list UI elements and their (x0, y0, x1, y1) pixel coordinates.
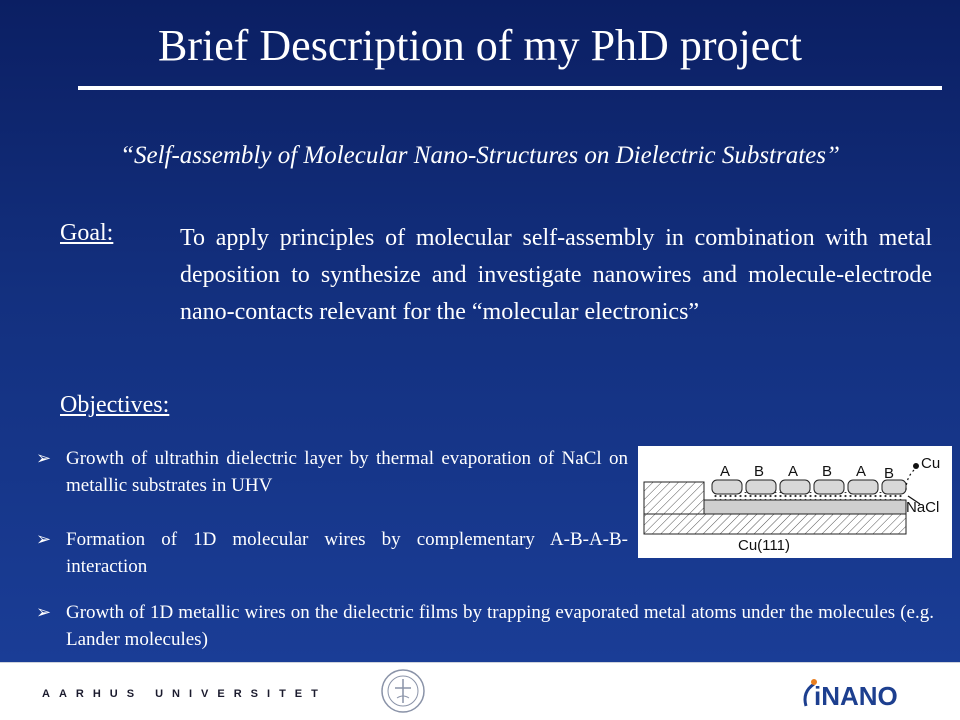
step-block (644, 482, 704, 514)
bullet-arrow-icon: ➢ (36, 602, 52, 622)
title-underline (78, 86, 942, 90)
cu-atom (913, 463, 919, 469)
project-subtitle: “Self-assembly of Molecular Nano-Structures on Dielectric Substrates” (120, 142, 840, 169)
substrate-layer (644, 514, 906, 534)
bullet-arrow-icon: ➢ (36, 448, 52, 468)
molecule-label: B (822, 463, 833, 480)
slide-title: Brief Description of my PhD project (158, 21, 802, 70)
molecule-label: B (884, 465, 895, 482)
university-seal-icon (380, 668, 426, 714)
nacl-label: NaCl (906, 499, 940, 516)
footer-divider (0, 662, 960, 663)
inano-logo (800, 676, 930, 710)
molecular-wire-diagram (638, 446, 952, 558)
objective-text: Growth of ultrathin dielectric layer by thermal evaporation of NaCl on metallic substrates in UHV (66, 448, 628, 496)
molecule-label: A (856, 463, 867, 480)
objective-item (36, 599, 934, 653)
atom-trail (906, 470, 914, 490)
molecule-row (712, 480, 906, 494)
objective-text: Growth of 1D metallic wires on the dielectric films by trapping evaporated metal atoms under the molecules (e.g. Lander molecules) (66, 602, 934, 650)
nacl-layer (704, 500, 906, 514)
goal-label: Goal: (60, 220, 114, 246)
objective-text: Formation of 1D molecular wires by complementary A-B-A-B- interaction (66, 529, 628, 577)
inano-logo-text: iNANO (814, 681, 898, 710)
molecule-label: A (788, 463, 799, 480)
bullet-arrow-icon: ➢ (36, 529, 52, 549)
goal-text: To apply principles of molecular self-assembly in combination with metal deposition to synthesize and investigate nanowires and molecule-electrode nano-contacts relevant for the “molecular electronics” (180, 225, 932, 325)
cu-label: Cu (921, 455, 941, 472)
university-name: AARHUS UNIVERSITET (42, 688, 327, 700)
substrate-label: Cu(111) (738, 537, 790, 554)
molecule-label: B (754, 463, 765, 480)
objective-item (36, 445, 628, 499)
objectives-label: Objectives: (60, 392, 170, 418)
objective-item (36, 526, 628, 580)
diagram-svg (638, 446, 952, 558)
molecule-label: A (720, 463, 731, 480)
